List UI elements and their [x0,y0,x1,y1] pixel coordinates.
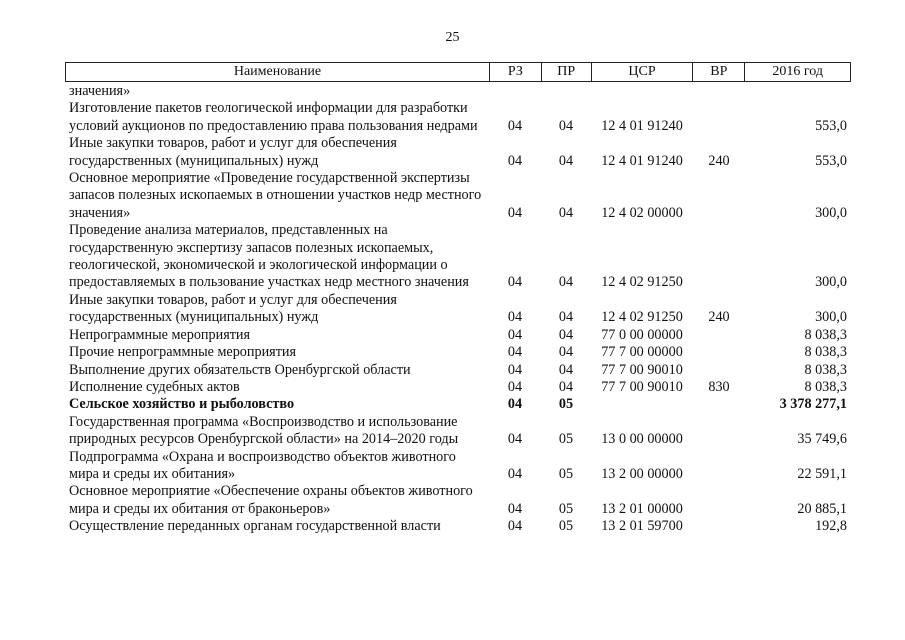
row-rz: 04 [507,274,523,291]
table-row [65,379,851,396]
row-pr: 04 [558,344,574,361]
row-amount: 8 038,3 [804,344,847,361]
row-amount: 35 749,6 [797,431,847,448]
row-name: Основное мероприятие «Проведение государственной экспертизы запасов полезных ископаемых в отношении участков недр местного значения» [69,170,482,221]
row-pr: 04 [558,326,574,343]
row-vr: 830 [708,378,730,395]
row-rz: 04 [507,344,523,361]
row-name: Сельское хозяйство и рыболовство [69,396,295,413]
row-csr: 13 2 01 59700 [601,518,683,535]
row-name: значения» [69,83,131,99]
header-vr: ВР [692,63,744,81]
row-rz: 04 [507,326,523,343]
row-csr: 77 7 00 90010 [601,378,683,395]
row-amount: 8 038,3 [804,361,847,378]
row-name: Изготовление пакетов геологической информации для разработки условий аукционов по предоставлению права пользования недрами [69,100,478,134]
row-pr: 04 [558,361,574,378]
row-name: Иные закупки товаров, работ и услуг для обеспечения государственных (муниципальных) нужд [69,135,397,169]
row-amount: 8 038,3 [804,326,847,343]
row-name: Иные закупки товаров, работ и услуг для обеспечения государственных (муниципальных) нужд [69,291,397,326]
row-name: Государственная программа «Воспроизводство и использование природных ресурсов Оренбургской области» на 2014–2020 годы [69,413,459,448]
table-row [65,100,851,135]
row-pr: 05 [558,431,574,448]
row-csr: 12 4 01 91240 [601,152,683,169]
row-amount: 192,8 [815,518,847,535]
row-name: Непрограммные мероприятия [69,326,251,343]
budget-table-body [65,83,851,536]
table-row [65,449,851,484]
row-pr: 05 [558,396,574,413]
table-header [65,62,851,82]
row-name: Основное мероприятие «Обеспечение охраны объектов животного мира и среды их обитания от браконьеров» [69,483,473,517]
row-csr: 77 7 00 00000 [601,344,683,361]
row-csr: 13 0 00 00000 [601,431,683,448]
table-row [65,396,851,413]
table-row [65,327,851,344]
row-pr: 04 [558,117,574,134]
row-amount: 300,0 [815,204,847,221]
row-pr: 04 [558,152,574,169]
header-csr: ЦСР [591,63,693,81]
row-name: Выполнение других обязательств Оренбургской области [69,361,411,378]
table-row [65,292,851,327]
row-amount: 8 038,3 [804,378,847,395]
table-row [65,222,851,292]
table-row [65,135,851,170]
row-pr: 04 [558,309,574,326]
table-row [65,83,851,100]
row-rz: 04 [507,518,523,535]
row-rz: 04 [507,396,523,413]
page-number: 25 [445,30,460,45]
row-pr: 04 [558,274,574,291]
row-rz: 04 [507,204,523,221]
row-rz: 04 [507,378,523,395]
row-pr: 05 [558,500,574,517]
row-amount: 22 591,1 [797,465,847,482]
row-csr: 12 4 02 91250 [601,309,683,326]
row-pr: 05 [558,518,574,535]
row-amount: 20 885,1 [797,500,847,517]
table-row [65,362,851,379]
row-amount: 553,0 [815,117,847,134]
table-row [65,518,851,535]
row-vr: 240 [708,152,730,169]
row-csr: 12 4 01 91240 [601,117,683,134]
row-csr: 77 7 00 90010 [601,361,683,378]
row-vr: 240 [708,309,730,326]
header-year: 2016 год [744,63,850,81]
row-amount: 553,0 [815,152,847,169]
table-row [65,344,851,361]
header-rz: РЗ [489,63,541,81]
row-name: Проведение анализа материалов, представленных на государственную экспертизу запасов полезных ископаемых, геологической, экономической и экологической информации о предоставляемых в пользование участках недр местного значения [69,222,469,291]
row-csr: 77 0 00 00000 [601,326,683,343]
row-name: Осуществление переданных органам государственной власти [69,518,441,535]
table-row [65,414,851,449]
table-row [65,483,851,518]
row-rz: 04 [507,309,523,326]
row-pr: 04 [558,378,574,395]
row-name: Прочие непрограммные мероприятия [69,344,297,361]
row-name: Подпрограмма «Охрана и воспроизводство объектов животного мира и среды их обитания» [69,448,456,482]
row-rz: 04 [507,500,523,517]
row-rz: 04 [507,431,523,448]
header-pr: ПР [541,63,591,81]
header-name: Наименование [233,64,322,79]
row-csr: 12 4 02 00000 [601,204,683,221]
row-csr: 12 4 02 91250 [601,274,683,291]
row-rz: 04 [507,152,523,169]
row-amount: 300,0 [815,274,847,291]
row-rz: 04 [507,117,523,134]
row-csr: 13 2 00 00000 [601,465,683,482]
row-csr: 13 2 01 00000 [601,500,683,517]
row-rz: 04 [507,361,523,378]
row-pr: 05 [558,465,574,482]
row-rz: 04 [507,465,523,482]
row-pr: 04 [558,204,574,221]
row-amount: 300,0 [815,309,847,326]
row-amount: 3 378 277,1 [779,396,847,413]
table-row [65,170,851,222]
row-name: Исполнение судебных актов [69,378,240,395]
